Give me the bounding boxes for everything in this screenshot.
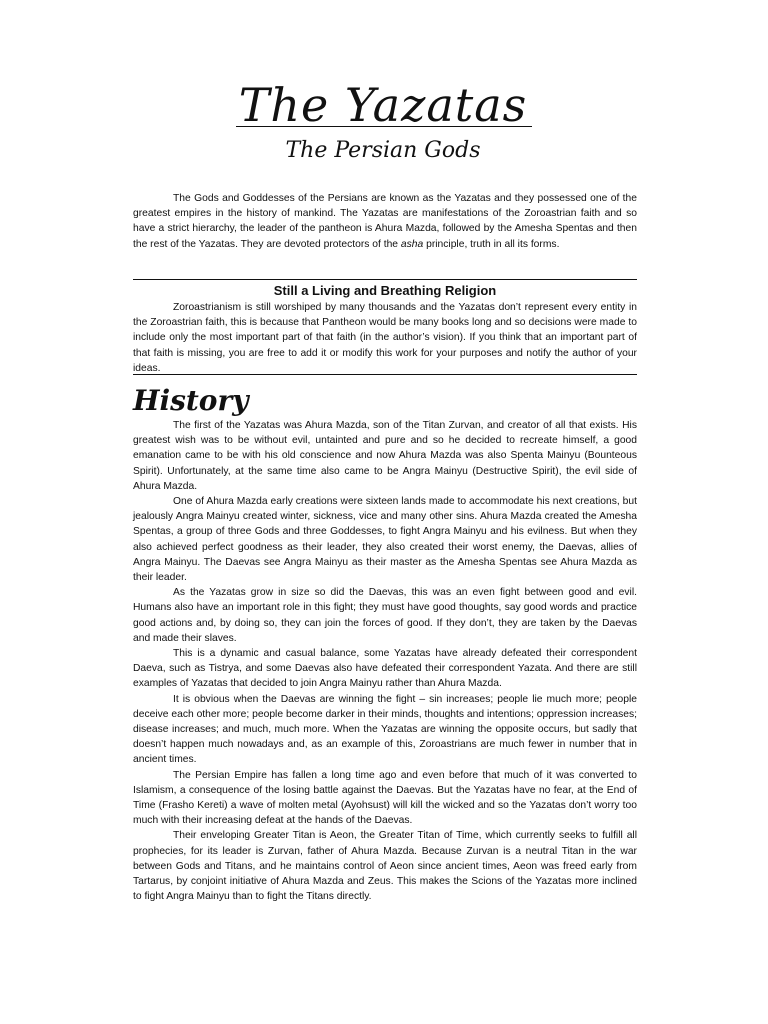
intro-paragraph — [133, 191, 637, 252]
document-title: The Yazatas — [238, 78, 528, 132]
history-paragraph: Their enveloping Greater Titan is Aeon, the Greater Titan of Time, which currently seeks to fulfill all prophecies, for its leader is Zurvan, father of Ahura Mazda. Because Zurvan is a neutral Titan in the war between Gods and Titans, and he maintains control of Aeon since ancient times, Aeon was freed early from Tartarus, by conjoint initiative of Ahura Mazda and Zeus. This makes the Scions of the Yazatas more inclined to fight Angra Mainyu than to fight the Titans directly. — [133, 830, 637, 903]
intro-text-part1: The Gods and Goddesses of the Persians are known as the Yazatas and they possessed one of the greatest empires in the history of mankind. The Yazatas are manifestations of the Zoroastrian faith and so have a strict hierarchy, the leader of the pantheon is Ahura Mazda, followed by the Amesha Spentas and then the rest of the Yazatas. They are devoted protectors of the — [133, 193, 637, 250]
section-bottom-rule — [133, 374, 637, 375]
section-heading: Still a Living and Breathing Religion — [273, 283, 497, 298]
history-paragraph: As the Yazatas grow in size so did the Daevas, this was an even fight between good and evil. Humans also have an important role in this fight; they must have good thoughts, say good words and practice good actions and, by doing so, they can join the forces of good. If they don’t, they are taken by the Daevas and made their slaves. — [133, 587, 637, 644]
religion-paragraph — [133, 300, 637, 376]
history-body — [133, 418, 637, 905]
intro-emphasis: asha — [400, 238, 424, 250]
history-paragraph: The first of the Yazatas was Ahura Mazda, son of the Titan Zurvan, and creator of all that exists. His greatest wish was to be without evil, untainted and pure and so he decided to recreate himself, a good emanation came to be with his old conscience and now Ahura Mazda was also Spenta Mainyu (Bounteous Spirit). Unfortunately, at the same time also came to be Angra Mainyu (Destructive Spirit), the evil side of Ahura Mazda. — [133, 420, 637, 492]
title-underline — [236, 126, 532, 127]
intro-text-part2: principle, truth in all its forms. — [423, 238, 560, 250]
section-top-rule — [133, 279, 637, 280]
history-heading: History — [133, 384, 249, 417]
religion-text: Zoroastrianism is still worshiped by many thousands and the Yazatas don’t represent every entity in the Zoroastrian faith, this is because that Pantheon would be many books long and so decisions were made to include only the most important part of that faith (in the author’s vision). If you think that an important part of that faith is missing, you are free to add it or modify this work for your purposes and notify the author of your ideas. — [133, 302, 637, 374]
history-paragraph: One of Ahura Mazda early creations were sixteen lands made to accommodate his next creations, but jealously Angra Mainyu created winter, sickness, vice and many other sins. Ahura Mazda created the Amesha Spentas, a group of three Gods and three Goddesses, to fight Angra Mainyu and his evilness. But when they also achieved perfect goodness as their leader, they also created their worst enemy, the Daevas, allies of Angra Mainyu. The Daevas see Angra Mainyu as their master as the Amesha Spentas see Ahura Mazda as their leader. — [133, 496, 637, 584]
document-subtitle: The Persian Gods — [285, 138, 481, 163]
history-paragraph: The Persian Empire has fallen a long time ago and even before that much of it was converted to Islamism, a consequence of the losing battle against the Daevas. But the Yazatas have no fear, at the End of Time (Frasho Kereti) a wave of molten metal (Ayohsust) will kill the wicked and so the Yazatas don’t worry too much with their increasing defeat at the hands of the Daevas. — [133, 769, 637, 827]
history-paragraph: It is obvious when the Daevas are winning the fight – sin increases; people lie much more; people deceive each other more; people become darker in their minds, thoughts and intentions; oppression increases; disease increases; and much, much more. When the Yazatas are winning the opposite occurs, but sadly that doesn’t happen much nowadays and, as an example of this, Zoroastrians are much fewer in number that in ancient times. — [133, 693, 637, 766]
history-paragraph: This is a dynamic and casual balance, some Yazatas have already defeated their correspondent Daeva, such as Tistrya, and some Daevas also have defeated their correspondent Yazata. And there are still examples of Yazatas that decided to join Angra Mainyu rather than Ahura Mazda. — [133, 648, 637, 690]
